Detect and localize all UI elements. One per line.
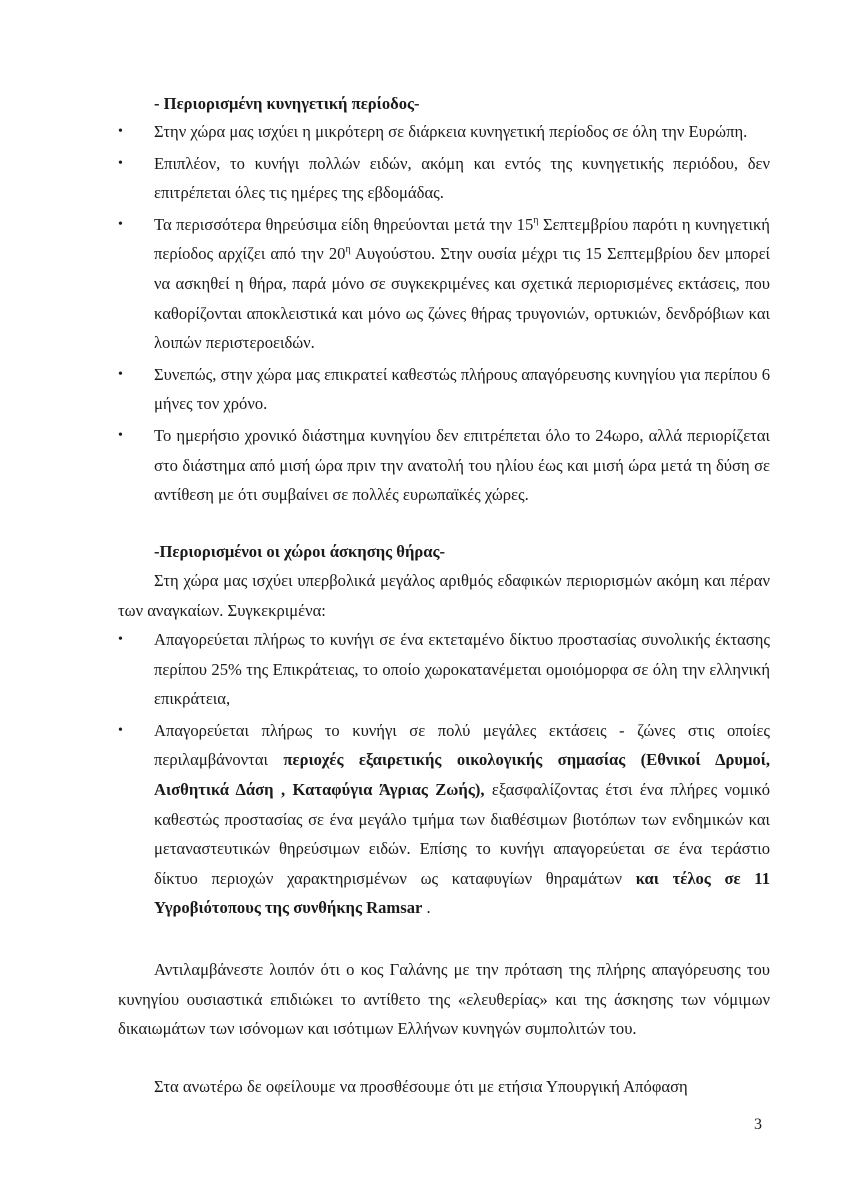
bullet-icon: • [118, 366, 123, 382]
bullet-icon: • [118, 216, 123, 232]
bullet-icon: • [118, 722, 123, 738]
section-intro-paragraph: Στη χώρα μας ισχύει υπερβολικά μεγάλος αριθμός εδαφικών περιορισμών ακόμη και πέραν των αναγκαίων. Συγκεκριμένα: [118, 571, 770, 620]
hunting-period-list [118, 117, 770, 510]
hunting-areas-list [118, 625, 770, 923]
section-heading-hunting-areas: -Περιορισμένοι οι χώροι άσκησης θήρας- [154, 542, 446, 561]
list-item: • Απαγορεύεται πλήρως το κυνήγι σε πολύ μεγάλες εκτάσεις - ζώνες στις οποίες περιλαμβάνονται περιοχές εξαιρετικής οικολογικής σημασίας (Εθνικοί Δρυμοί, Αισθητικά Δάση , Καταφύγια Άγριας Ζωής), εξασφαλίζοντας έτσι ένα πλήρες νομικό καθεστώς προστασίας σε ένα μεγάλο τμήμα των διαθέσιμων βιοτόπων των ενδημικών και μεταναστευτικών θηρεύσιμων ειδών. Επίσης το κυνήγι απαγορεύεται σε ένα τεράστιο δίκτυο περιοχών χαρακτηρισμένων ως καταφυγίων θηραμάτων και τέλος σε 11 Υγροβιότοπους της συνθήκης Ramsar . [118, 716, 770, 923]
list-item: • Επιπλέον, το κυνήγι πολλών ειδών, ακόμη και εντός της κυνηγετικής περιόδου, δεν επιτρέπεται όλες τις ημέρες της εβδομάδας. [118, 149, 770, 208]
bullet-icon: • [118, 632, 123, 647]
bullet-icon: • [118, 124, 123, 139]
list-item: • Το ημερήσιο χρονικό διάστημα κυνηγίου δεν επιτρέπεται όλο το 24ωρο, αλλά περιορίζεται στο διάστημα από μισή ώρα πριν την ανατολή του ηλίου έως και μισή ώρα μετά τη δύση σε αντίθεση με ότι συμβαίνει σε πολλές ευρωπαϊκές χώρες. [118, 421, 770, 510]
list-item: • Απαγορεύεται πλήρως το κυνήγι σε ένα εκτεταμένο δίκτυο προστασίας συνολικής έκτασης περίπου 25% της Επικράτειας, το οποίο χωροκατανέμεται ομοιόμορφα σε όλη την ελληνική επικράτεια, [118, 625, 770, 714]
closing-paragraph: Αντιλαμβάνεστε λοιπόν ότι ο κος Γαλάνης με την πρόταση της πλήρης απαγόρευσης του κυνηγίου ουσιαστικά επιδιώκει το αντίθετο της «ελευθερίας» και της άσκησης των νόμιμων δικαιωμάτων των ισόνομων και ισότιμων Ελλήνων κυνηγών συμπολιτών του. [118, 960, 770, 1039]
section-heading-hunting-period: - Περιορισμένη κυνηγετική περίοδος- [154, 94, 420, 113]
bullet-icon: • [118, 427, 123, 443]
list-item: • Συνεπώς, στην χώρα μας επικρατεί καθεστώς πλήρους απαγόρευσης κυνηγίου για περίπου 6 μήνες τον χρόνο. [118, 360, 770, 419]
bullet-icon: • [118, 155, 123, 171]
continuation-paragraph: Στα ανωτέρω δε οφείλουμε να προσθέσουμε ότι με ετήσια Υπουργική Απόφαση [154, 1077, 688, 1096]
page-number: 3 [754, 1116, 762, 1133]
list-item: • Τα περισσότερα θηρεύσιμα είδη θηρεύονται μετά την $15^\eta$ Σεπτεμβρίου παρότι η κυνηγετική περίοδος αρχίζει από την $20^\eta$ Αυγούστου. Στην ουσία μέχρι τις 15 Σεπτεμβρίου δεν μπορεί να ασκηθεί η θήρα, παρά μόνο σε συγκεκριμένες και σχετικά περιορισμένες εκτάσεις, που καθορίζονται αποκλειστικά και μόνο ως ζώνες θήρας τρυγονιών, ορτυκιών, δενδρόβιων και λοιπών περιστεροειδών. [118, 210, 770, 358]
list-item: • Στην χώρα μας ισχύει η μικρότερη σε διάρκεια κυνηγετική περίοδος σε όλη την Ευρώπη. [118, 117, 770, 147]
